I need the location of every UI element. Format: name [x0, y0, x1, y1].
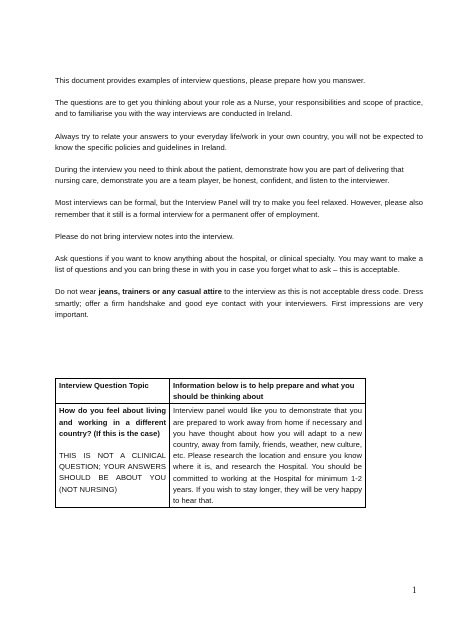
paragraph-dress-code [55, 286, 423, 320]
page-number: 1 [412, 585, 417, 595]
answer-cell [170, 404, 366, 508]
paragraph-ask-questions: Ask questions if you want to know anything about the hospital, or clinical specialty. You may want to make a list of questions and you can bring these in with you in case you forget what to ask – this is acceptable. [55, 254, 423, 275]
body-text [55, 75, 423, 331]
paragraph-relate-answers: Always try to relate your answers to your everyday life/work in your own country, you will not be expected to know the specific policies and guidelines in Ireland. [55, 131, 423, 152]
question-text: How do you feel about living and working in a different country? (If this is the case) [59, 406, 166, 438]
header-topic: Interview Question Topic [56, 379, 170, 404]
question-cell [56, 404, 170, 508]
paragraph-purpose: The questions are to get you thinking about your role as a Nurse, your responsibilities and scope of practice, and to familiarise you with the way interviews are conducted in Ireland. [55, 98, 423, 119]
paragraph-formal-interview: Most interviews can be formal, but the Interview Panel will try to make you feel relaxed. However, please also remember that it still is a formal interview for a permanent offer of employment. [55, 198, 423, 219]
header-info: Information below is to help prepare and what you should be thinking about [170, 379, 366, 404]
dress-code-text-end: to the interview as this is not acceptable dress code. Dress smartly; offer a firm handshake and good eye contact with your interviewers. First impressions are very important. [55, 287, 424, 319]
table-header-row [56, 379, 366, 404]
paragraph-intro: This document provides examples of interview questions, please prepare how you manswer. [55, 76, 366, 85]
paragraph-during-interview: During the interview you need to think about the patient, demonstrate how you are part of delivering that nursing care, demonstrate you are a team player, be honest, confident, and listen to the interviewer. [55, 165, 404, 186]
dress-code-text-start: Do not wear [55, 287, 99, 297]
clinical-note: THIS IS NOT A CLINICAL QUESTION; YOUR ANSWERS SHOULD BE ABOUT YOU (NOT NURSING) [59, 451, 166, 494]
interview-question-table [55, 378, 366, 508]
paragraph-no-notes: Please do not bring interview notes into the interview. [55, 231, 234, 241]
answer-text: Interview panel would like you to demonstrate that you are prepared to work away from home if necessary and you have thought about how you will adapt to a new country, away from family, friends, weather, new culture, etc. Please research the location and ensure you know where it is, and research the Hospital. You should be committed to working at the Hospital for minimum 1-2 years. If you wish to stay longer, they will be very happy to hear that. [173, 406, 362, 506]
table-row [56, 404, 366, 508]
dress-code-bold-text: jeans, trainers or any casual attire [98, 287, 222, 297]
